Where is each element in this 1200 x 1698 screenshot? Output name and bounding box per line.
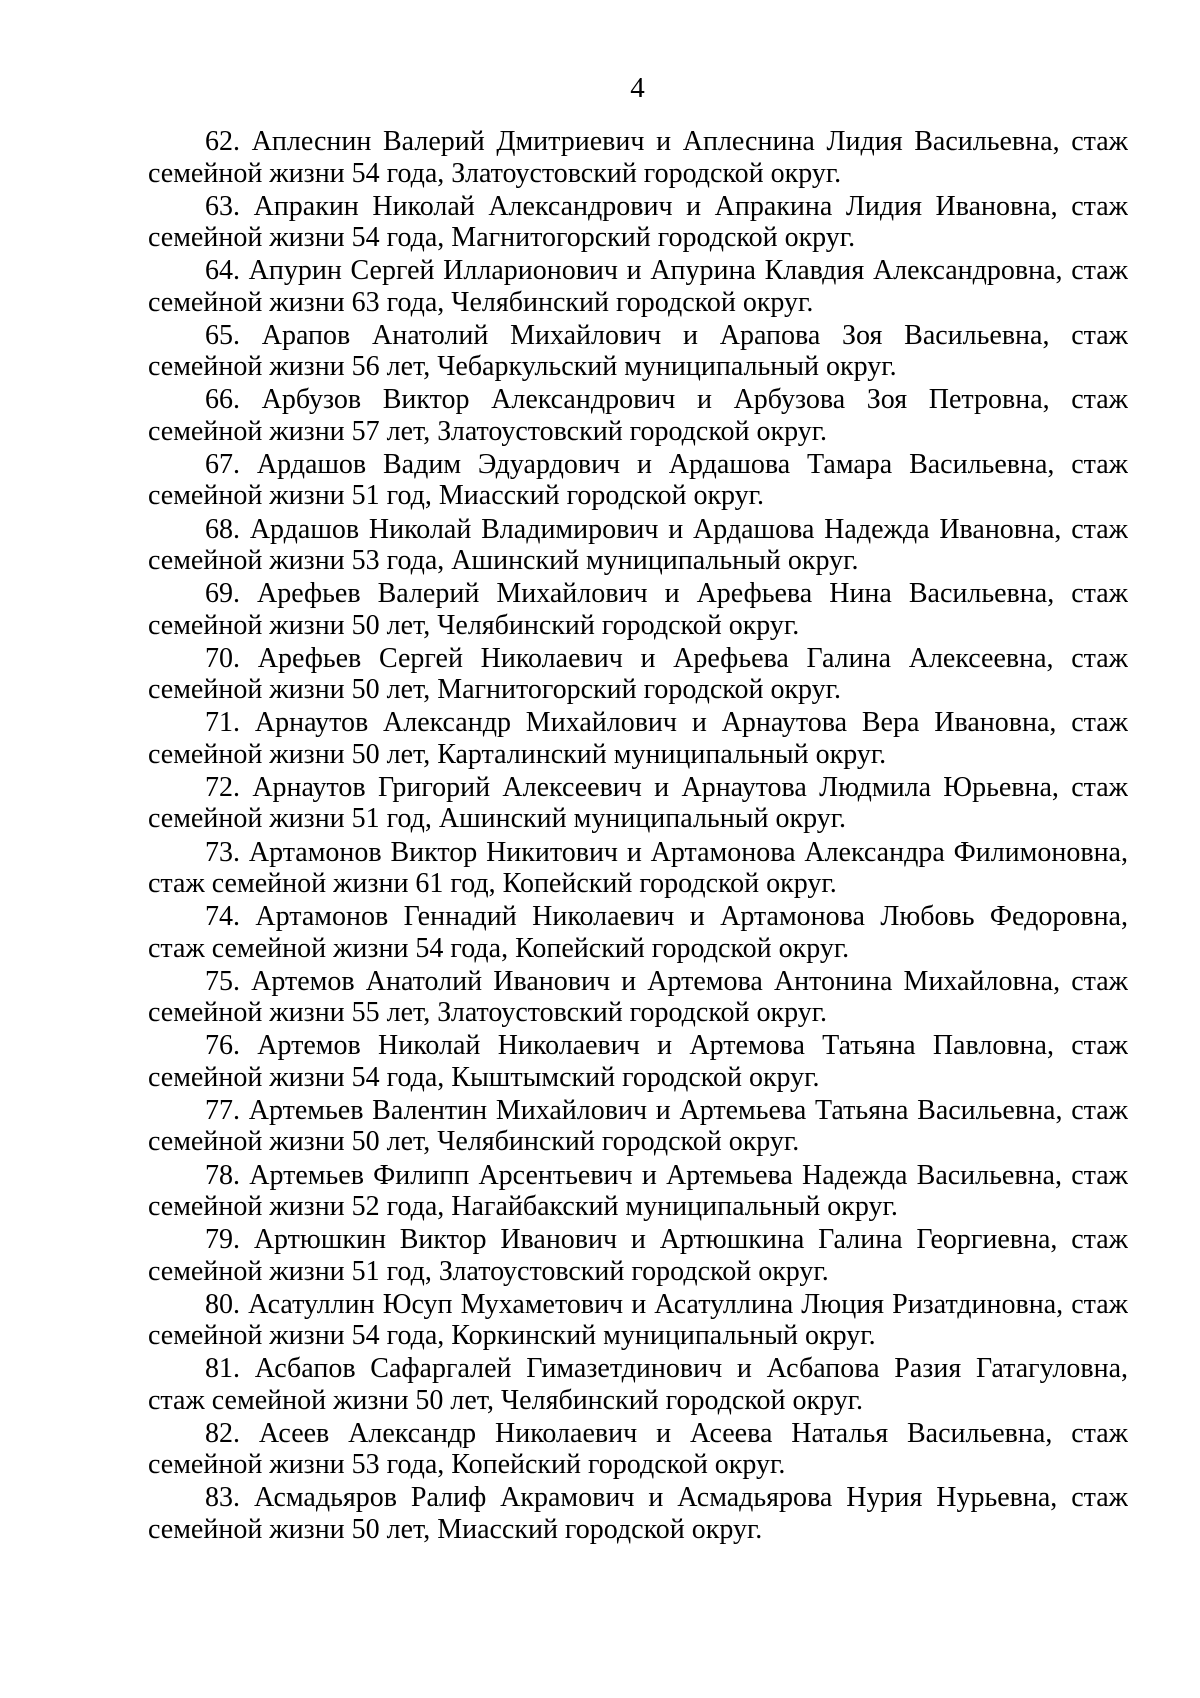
page-number: 4 xyxy=(630,72,645,104)
entry-number: 78. xyxy=(205,1159,240,1191)
entry-text: Арефьев Валерий Михайлович и Арефьева Нина Васильевна, стаж семейной жизни 50 лет, Челябинский городской округ. xyxy=(148,578,1128,641)
entry-list xyxy=(148,126,1128,1547)
entry-number: 65. xyxy=(205,319,240,351)
entry-text: Ардашов Вадим Эдуардович и Ардашова Тамара Васильевна, стаж семейной жизни 51 год, Миасский городской округ. xyxy=(148,448,1128,512)
entry-number: 67. xyxy=(205,448,240,480)
entry-text: Ардашов Николай Владимирович и Ардашова Надежда Ивановна, стаж семейной жизни 53 года, Ашинский муниципальный округ. xyxy=(148,513,1128,577)
list-item xyxy=(148,191,1128,256)
entry-text: Арефьев Сергей Николаевич и Арефьева Галина Алексеевна, стаж семейной жизни 50 лет, Магнитогорский городской округ. xyxy=(148,642,1128,706)
list-item xyxy=(148,1482,1128,1547)
entry-text: Асбапов Сафаргалей Гимазетдинович и Асбапова Разия Гатагуловна, стаж семейной жизни 50 лет, Челябинский городской округ. xyxy=(148,1353,1128,1416)
entry-number: 81. xyxy=(205,1353,240,1385)
entry-number: 69. xyxy=(205,578,240,610)
list-item xyxy=(148,707,1128,772)
entry-text: Арнаутов Григорий Алексеевич и Арнаутова Людмила Юрьевна, стаж семейной жизни 51 год, Ашинский муниципальный округ. xyxy=(148,771,1128,835)
entry-text: Артемьев Филипп Арсентьевич и Артемьева Надежда Васильевна, стаж семейной жизни 52 года, Нагайбакский муниципальный округ. xyxy=(148,1159,1128,1222)
list-item xyxy=(148,578,1128,643)
list-item xyxy=(148,320,1128,385)
list-item xyxy=(148,901,1128,966)
entry-number: 82. xyxy=(205,1417,240,1449)
entry-number: 70. xyxy=(205,642,240,674)
entry-text: Артемов Николай Николаевич и Артемова Татьяна Павловна, стаж семейной жизни 54 года, Кыштымский городской округ. xyxy=(148,1030,1128,1093)
entry-number: 71. xyxy=(205,707,240,739)
list-item xyxy=(148,1289,1128,1354)
entry-number: 79. xyxy=(205,1224,240,1256)
entry-text: Асеев Александр Николаевич и Асеева Наталья Васильевна, стаж семейной жизни 53 года, Копейский городской округ. xyxy=(148,1417,1128,1481)
list-item xyxy=(148,1160,1128,1225)
list-item xyxy=(148,1095,1128,1160)
entry-text: Артемьев Валентин Михайлович и Артемьева Татьяна Васильевна, стаж семейной жизни 50 лет, Челябинский городской округ. xyxy=(148,1094,1128,1158)
list-item xyxy=(148,126,1128,191)
entry-text: Апракин Николай Александрович и Апракина Лидия Ивановна, стаж семейной жизни 54 года, Магнитогорский городской округ. xyxy=(148,190,1128,254)
entry-text: Арбузов Виктор Александрович и Арбузова Зоя Петровна, стаж семейной жизни 57 лет, Златоустовский городской округ. xyxy=(148,384,1128,447)
list-item xyxy=(148,837,1128,902)
entry-text: Артамонов Виктор Никитович и Артамонова Александра Филимоновна, стаж семейной жизни 61 год, Копейский городской округ. xyxy=(148,836,1128,900)
entry-number: 73. xyxy=(205,836,240,868)
list-item xyxy=(148,1030,1128,1095)
list-item xyxy=(148,1418,1128,1483)
entry-text: Асатуллин Юсуп Мухаметович и Асатуллина Люция Ризатдиновна, стаж семейной жизни 54 года, Коркинский муниципальный округ. xyxy=(148,1288,1128,1352)
entry-number: 62. xyxy=(205,126,240,157)
list-item xyxy=(148,772,1128,837)
entry-number: 83. xyxy=(205,1482,240,1514)
list-item xyxy=(148,1224,1128,1289)
entry-number: 76. xyxy=(205,1030,240,1062)
entry-text: Аплеснин Валерий Дмитриевич и Аплеснина Лидия Васильевна, стаж семейной жизни 54 года, Златоустовский городской округ. xyxy=(148,126,1128,189)
list-item xyxy=(148,449,1128,514)
entry-text: Артамонов Геннадий Николаевич и Артамонова Любовь Федоровна, стаж семейной жизни 54 года, Копейский городской округ. xyxy=(148,901,1128,964)
entry-number: 74. xyxy=(205,901,240,933)
entry-number: 72. xyxy=(205,771,240,803)
entry-text: Артемов Анатолий Иванович и Артемова Антонина Михайловна, стаж семейной жизни 55 лет, Златоустовский городской округ. xyxy=(148,965,1128,1029)
list-item xyxy=(148,514,1128,579)
list-item xyxy=(148,384,1128,449)
entry-number: 68. xyxy=(205,513,240,545)
entry-number: 63. xyxy=(205,190,240,222)
list-item xyxy=(148,1353,1128,1418)
entry-number: 75. xyxy=(205,965,240,997)
list-item xyxy=(148,966,1128,1031)
list-item xyxy=(148,255,1128,320)
entry-number: 80. xyxy=(205,1288,240,1320)
entry-number: 77. xyxy=(205,1094,240,1126)
entry-text: Арнаутов Александр Михайлович и Арнаутова Вера Ивановна, стаж семейной жизни 50 лет, Карталинский муниципальный округ. xyxy=(148,707,1128,770)
entry-text: Асмадьяров Ралиф Акрамович и Асмадьярова Нурия Нурьевна, стаж семейной жизни 50 лет, Миасский городской округ. xyxy=(148,1482,1128,1545)
entry-number: 66. xyxy=(205,384,240,416)
entry-text: Артюшкин Виктор Иванович и Артюшкина Галина Георгиевна, стаж семейной жизни 51 год, Златоустовский городской округ. xyxy=(148,1224,1128,1287)
entry-text: Апурин Сергей Илларионович и Апурина Клавдия Александровна, стаж семейной жизни 63 года, Челябинский городской округ. xyxy=(148,255,1128,318)
list-item xyxy=(148,643,1128,708)
entry-number: 64. xyxy=(205,255,240,287)
entry-text: Арапов Анатолий Михайлович и Арапова Зоя Васильевна, стаж семейной жизни 56 лет, Чебаркульский муниципальный округ. xyxy=(148,319,1128,383)
